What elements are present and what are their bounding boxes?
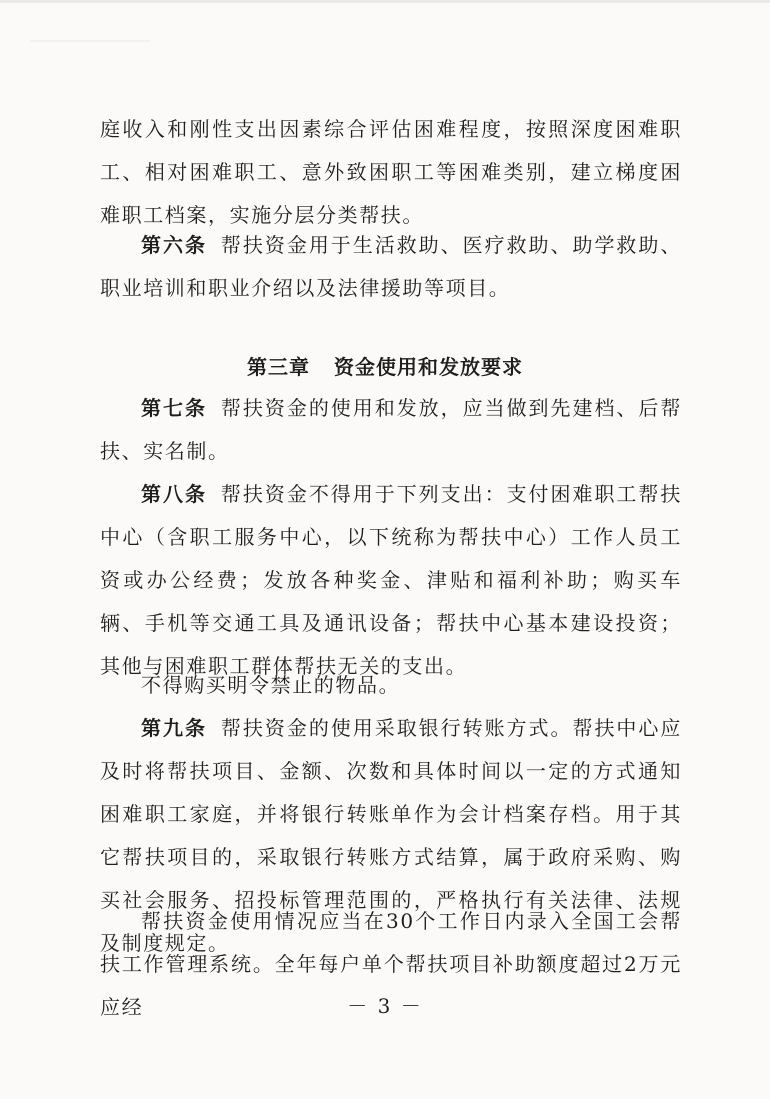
paragraph-prohibited-items — [100, 664, 682, 707]
article-text: 帮扶资金的使用和发放，应当做到先建档、后帮扶、实名制。 — [100, 396, 682, 463]
article-text: 帮扶资金用于生活救助、医疗救助、助学救助、职业培训和职业介绍以及法律援助等项目。 — [100, 233, 682, 300]
page-number: － 3 － — [347, 994, 423, 1018]
paragraph-text: 不得购买明令禁止的物品。 — [141, 673, 401, 697]
paragraph-continuation — [100, 108, 682, 237]
article-7 — [100, 387, 682, 473]
scan-artifact — [30, 40, 150, 42]
paragraph-text: 帮扶资金使用情况应当在30个工作日内录入全国工会帮扶工作管理系统。全年每户单个帮扶项目补助额度超过2万元应经 — [100, 909, 682, 1019]
article-6 — [100, 224, 682, 310]
article-8 — [100, 473, 682, 688]
article-label: 第八条 — [141, 482, 207, 506]
article-text: 帮扶资金不得用于下列支出：支付困难职工帮扶中心（含职工服务中心，以下统称为帮扶中心）工作人员工资或办公经费；发放各种奖金、津贴和福利补助；购买车辆、手机等交通工具及通讯设备；帮扶中心基本建设投资；其他与困难职工群体帮扶无关的支出。 — [100, 482, 682, 678]
article-label: 第七条 — [141, 396, 207, 420]
chapter-number: 第三章 — [247, 355, 310, 379]
article-label: 第九条 — [141, 716, 207, 740]
paragraph-text: 庭收入和刚性支出因素综合评估困难程度，按照深度困难职工、相对困难职工、意外致困职工等困难类别，建立梯度困难职工档案，实施分层分类帮扶。 — [100, 117, 682, 227]
article-label: 第六条 — [141, 233, 207, 257]
chapter-title: 资金使用和发放要求 — [334, 355, 523, 379]
scan-edge — [0, 0, 770, 3]
chapter-heading — [0, 351, 770, 380]
article-text: 帮扶资金的使用采取银行转账方式。帮扶中心应及时将帮扶项目、金额、次数和具体时间以一定的方式通知困难职工家庭，并将银行转账单作为会计档案存档。用于其它帮扶项目的，采取银行转账方式结算，属于政府采购、购买社会服务、招投标管理范围的，严格执行有关法律、法规及制度规定。 — [100, 716, 682, 955]
